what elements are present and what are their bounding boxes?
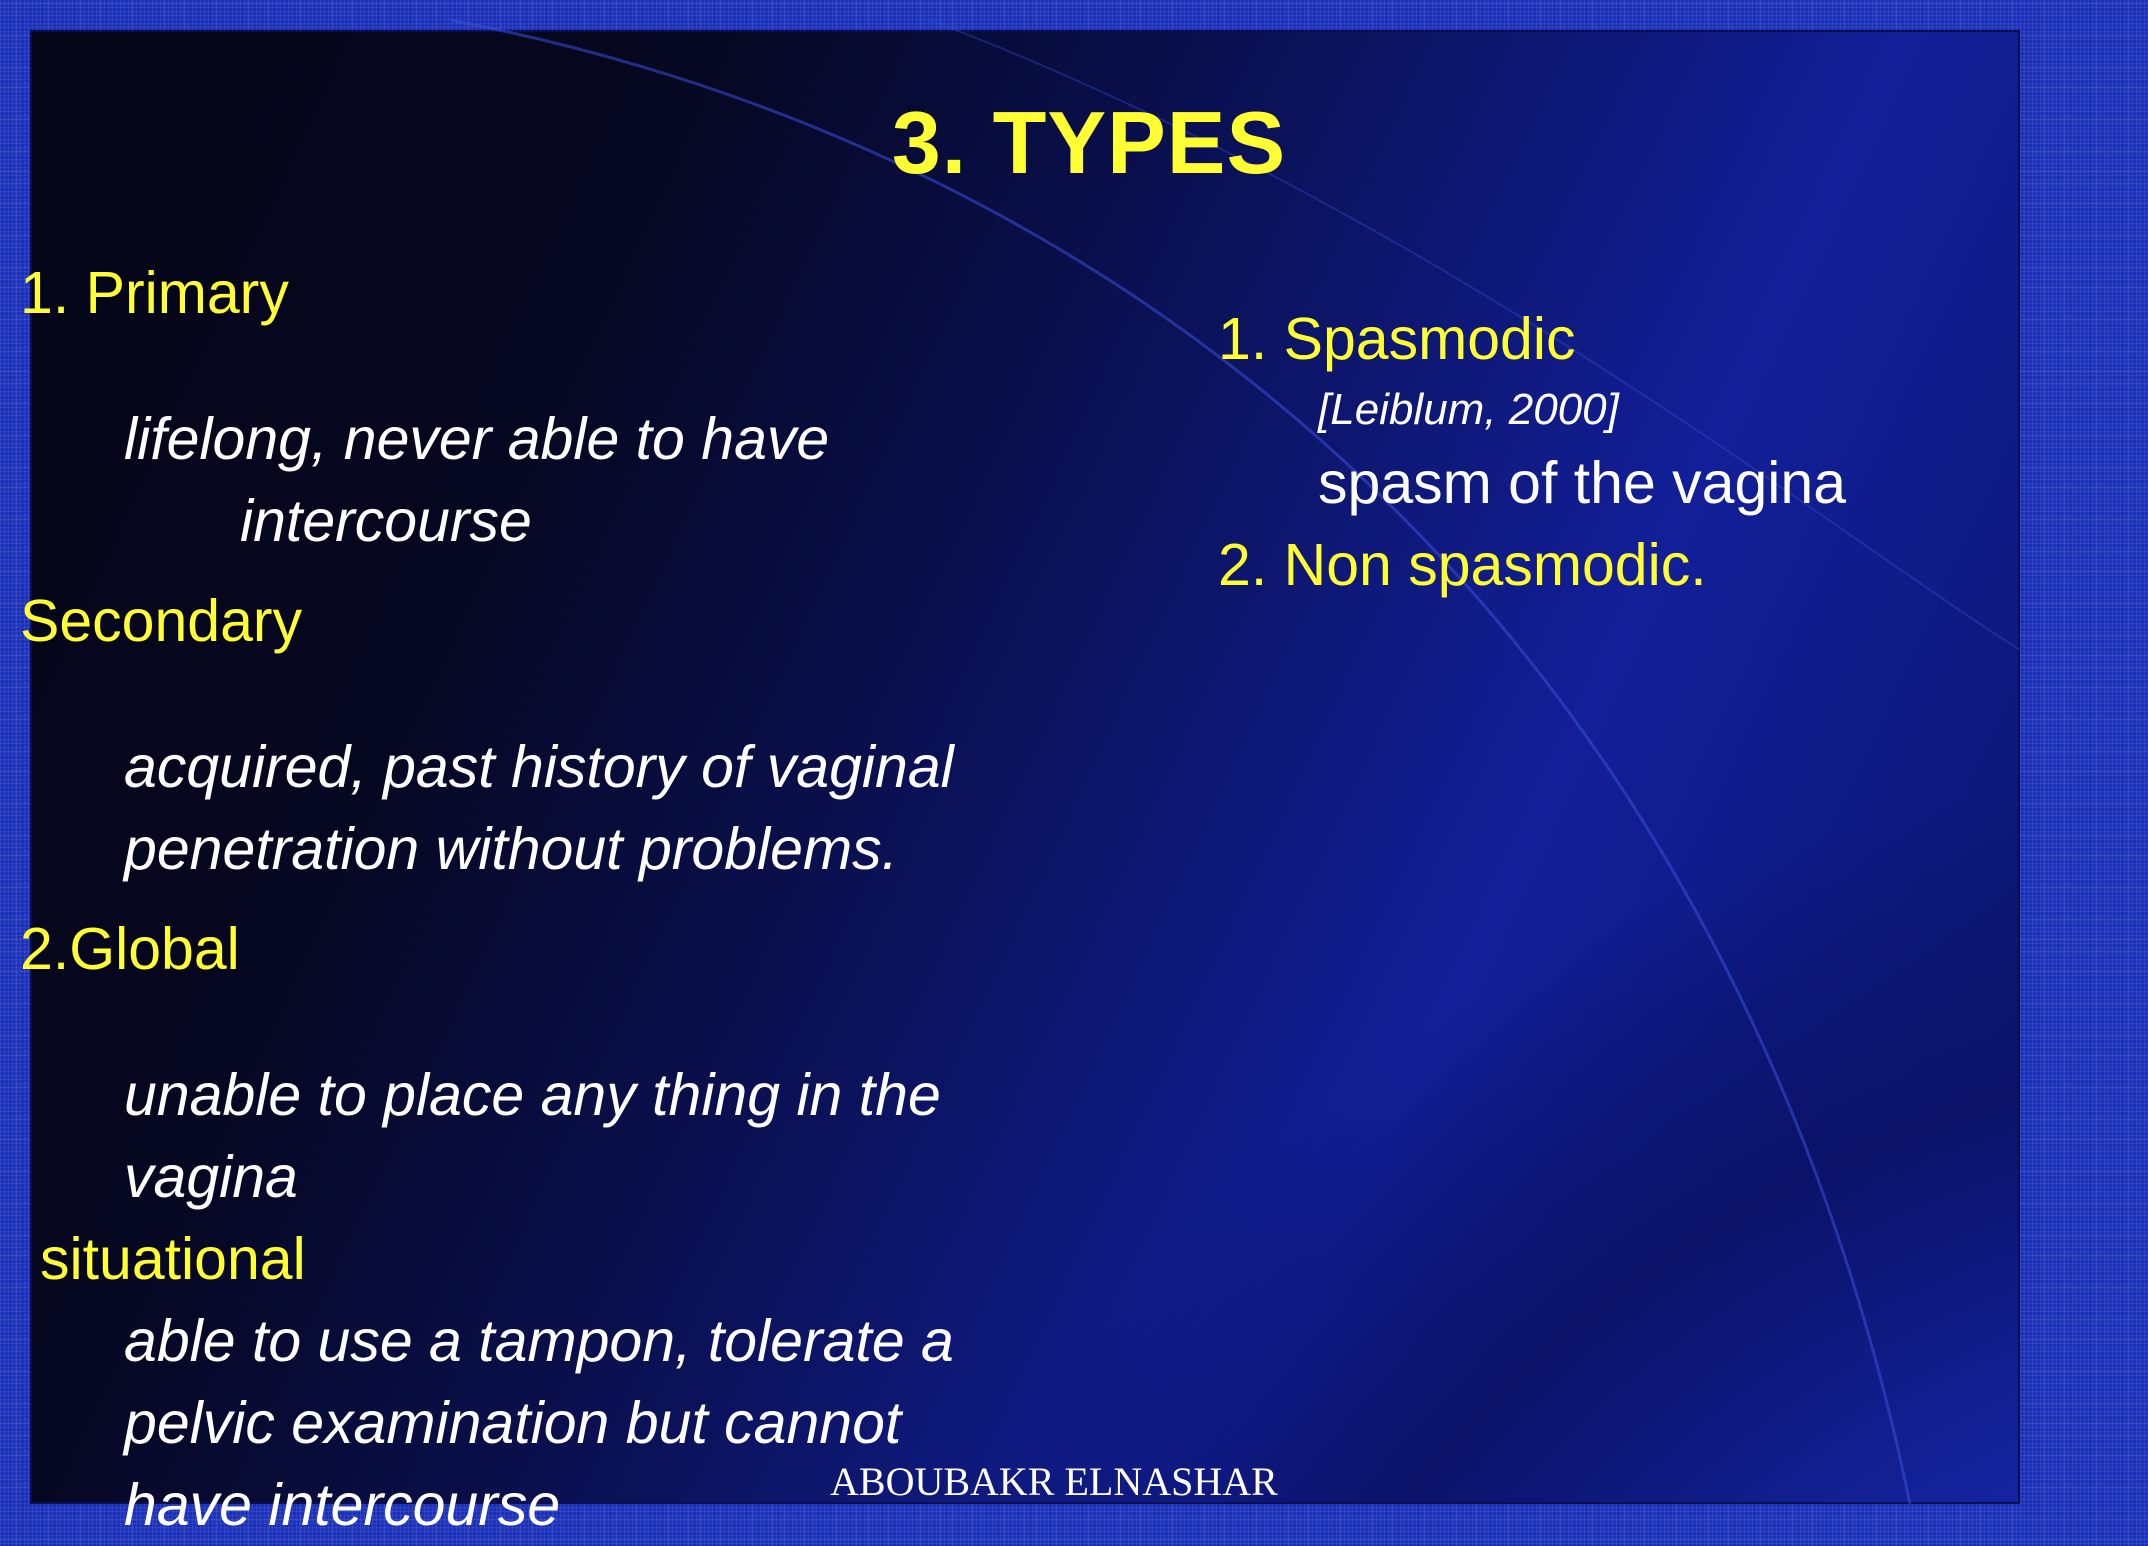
secondary-heading: Secondary bbox=[20, 588, 303, 654]
global-desc-line2: vagina bbox=[124, 1144, 298, 1210]
primary-desc-line2: intercourse bbox=[240, 488, 532, 554]
slide-canvas bbox=[20, 30, 2020, 1538]
global-desc-line1: unable to place any thing in the bbox=[124, 1062, 941, 1128]
citation: [Leiblum, 2000] bbox=[1318, 385, 1619, 434]
secondary-desc-line2: penetration without problems. bbox=[124, 816, 899, 882]
slide-title: 3. TYPES bbox=[891, 93, 1287, 192]
situational-desc-line1: able to use a tampon, tolerate a bbox=[124, 1308, 954, 1374]
secondary-desc-line1: acquired, past history of vaginal bbox=[124, 734, 954, 800]
footer-author: ABOUBAKR ELNASHAR bbox=[830, 1459, 1278, 1504]
situational-desc-line3: have intercourse bbox=[124, 1472, 561, 1538]
situational-desc-line2: pelvic examination but cannot bbox=[124, 1390, 902, 1456]
spasmodic-heading: 1. Spasmodic bbox=[1218, 306, 1576, 372]
primary-heading: 1. Primary bbox=[20, 260, 289, 326]
situational-heading: situational bbox=[40, 1226, 306, 1292]
non-spasmodic-heading: 2. Non spasmodic. bbox=[1218, 532, 1707, 598]
primary-desc-line1: lifelong, never able to have bbox=[124, 406, 830, 472]
global-heading: 2.Global bbox=[20, 916, 240, 982]
spasmodic-desc: spasm of the vagina bbox=[1318, 450, 1847, 516]
